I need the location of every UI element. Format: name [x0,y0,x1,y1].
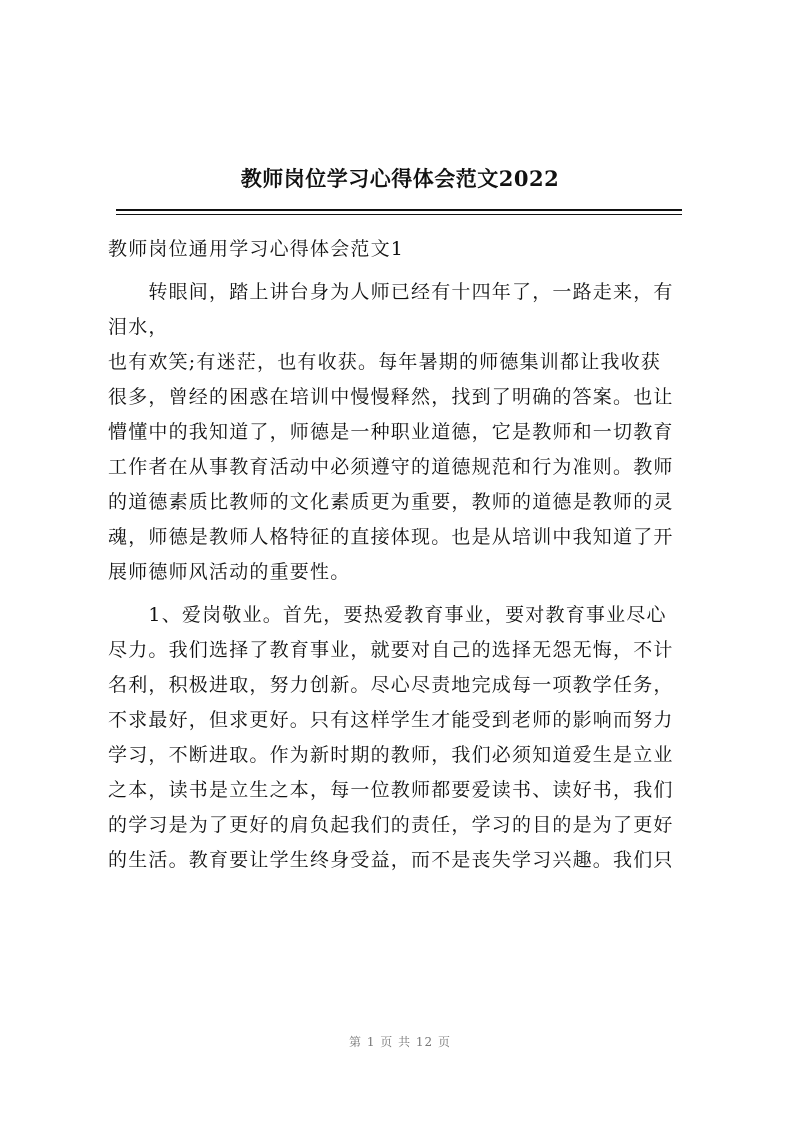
body-line: 懵懂中的我知道了，师德是一种职业道德，它是教师和一切教育 [108,421,674,443]
title-divider-thin [116,214,682,215]
body-line: 很多，曾经的困惑在培训中慢慢释然，找到了明确的答案。也让 [108,386,674,408]
body-line: 展师德师风活动的重要性。 [108,561,351,583]
document-body [108,232,704,878]
title-divider-thick [116,209,682,211]
body-line: 学习，不断进取。作为新时期的教师，我们必须知道爱生是立业 [108,744,674,766]
body-line: 泪水， [108,316,169,338]
document-title: 教师岗位学习心得体会范文2022 [240,166,560,191]
body-line: 的道德素质比教师的文化素质更为重要，教师的道德是教师的灵 [108,491,674,513]
body-line: 的生活。教育要让学生终身受益，而不是丧失学习兴趣。我们只 [108,849,674,871]
body-line: 也有欢笑;有迷茫，也有收获。每年暑期的师德集训都让我收获 [108,351,662,373]
page-number-footer: 第 1 页 共 12 页 [349,1035,451,1049]
section-heading: 教师岗位通用学习心得体会范文1 [108,238,405,260]
body-line: 1、爱岗敬业。首先，要热爱教育事业，要对教育事业尽心 [108,604,667,626]
body-line: 尽力。我们选择了教育事业，就要对自己的选择无怨无悔，不计 [108,639,674,661]
body-line: 之本，读书是立生之本，每一位教师都要爱读书、读好书，我们 [108,779,674,801]
body-line: 工作者在从事教育活动中必须遵守的道德规范和行为准则。教师 [108,456,674,478]
body-line: 不求最好，但求更好。只有这样学生才能受到老师的影响而努力 [108,709,674,731]
body-line: 名利，积极进取，努力创新。尽心尽责地完成每一项教学任务， [108,674,674,696]
body-line: 魂，师德是教师人格特征的直接体现。也是从培训中我知道了开 [108,526,674,548]
body-line: 转眼间，踏上讲台身为人师已经有十四年了，一路走来，有 [108,281,674,303]
body-line: 的学习是为了更好的肩负起我们的责任，学习的目的是为了更好 [108,814,674,836]
